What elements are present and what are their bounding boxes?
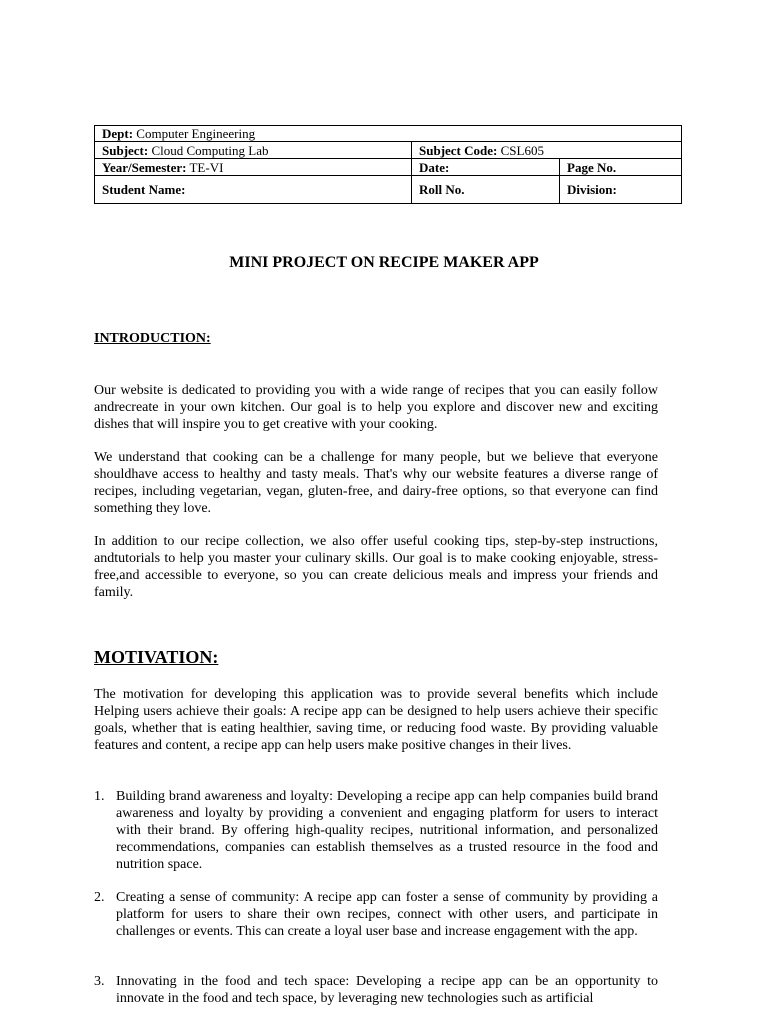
subject-code-label: Subject Code:	[419, 142, 498, 158]
dept-value: Computer Engineering	[136, 126, 256, 141]
division-cell	[560, 176, 682, 204]
motivation-heading: MOTIVATION:	[94, 647, 219, 667]
list-item-number: 3.	[94, 974, 105, 989]
year-label: Year/Semester:	[102, 159, 187, 175]
list-item	[94, 973, 658, 1007]
list-item-number: 1.	[94, 789, 105, 804]
list-item	[94, 788, 658, 873]
subject-code-cell	[412, 142, 682, 159]
list-item-text: Building brand awareness and loyalty: Developing a recipe app can help companies build brand awareness and loyalty by providing a convenient and engaging platform for users to interact with their brand. By offering high-quality recipes, nutritional information, and personalized recommendations, companies can establish themselves as a trusted resource in the food and nutrition space.	[116, 789, 658, 872]
subject-label: Subject:	[102, 142, 149, 158]
subject-value: Cloud Computing Lab	[151, 142, 269, 158]
date-label: Date:	[419, 159, 450, 175]
list-item-text: Innovating in the food and tech space: Developing a recipe app can be an opportunity to innovate in the food and tech space, by leveraging new technologies such as artificial	[116, 974, 658, 1006]
header-info-table	[94, 125, 682, 204]
student-name-cell	[95, 176, 412, 204]
student-name-label: Student Name:	[102, 182, 186, 197]
dept-cell	[95, 126, 682, 142]
page-no-cell	[560, 159, 682, 176]
subject-cell	[95, 142, 412, 159]
page-no-label: Page No.	[567, 159, 617, 175]
list-item-number: 2.	[94, 890, 105, 905]
introduction-heading: INTRODUCTION:	[94, 331, 211, 346]
year-cell	[95, 159, 412, 176]
page-title: MINI PROJECT ON RECIPE MAKER APP	[229, 254, 539, 271]
dept-label: Dept:	[102, 126, 134, 141]
motivation-intro-paragraph: The motivation for developing this application was to provide several benefits which include Helping users achieve their goals: A recipe app can be designed to help users achieve their specific goals, whether that is eating healthier, saving time, or reducing food waste. By providing valuable features and content, a recipe app can help users make positive changes in their lives.	[94, 687, 658, 753]
division-label: Division:	[567, 182, 617, 197]
date-cell	[412, 159, 560, 176]
roll-no-label: Roll No.	[419, 182, 465, 197]
subject-code-value: CSL605	[500, 142, 544, 158]
intro-paragraph-3: In addition to our recipe collection, we also offer useful cooking tips, step-by-step instructions, andtutorials to help you master your culinary skills. Our goal is to make cooking enjoyable, stress-free,and accessible to everyone, so you can create delicious meals and impress your friends and family.	[94, 534, 658, 600]
list-item	[94, 889, 658, 940]
list-item-text: Creating a sense of community: A recipe app can foster a sense of community by providing a platform for users to share their own recipes, connect with other users, and participate in challenges or events. This can create a loyal user base and increase engagement with the app.	[116, 890, 658, 939]
year-value: TE-VI	[189, 159, 224, 175]
roll-no-cell	[412, 176, 560, 204]
intro-paragraph-2: We understand that cooking can be a challenge for many people, but we believe that everyone shouldhave access to healthy and tasty meals. That's why our website features a diverse range of recipes, including vegetarian, vegan, gluten-free, and dairy-free options, so that everyone can find something they love.	[94, 450, 658, 516]
intro-paragraph-1: Our website is dedicated to providing you with a wide range of recipes that you can easily follow andrecreate in your own kitchen. Our goal is to help you explore and discover new and exciting dishes that will inspire you to get creative with your cooking.	[94, 383, 658, 432]
